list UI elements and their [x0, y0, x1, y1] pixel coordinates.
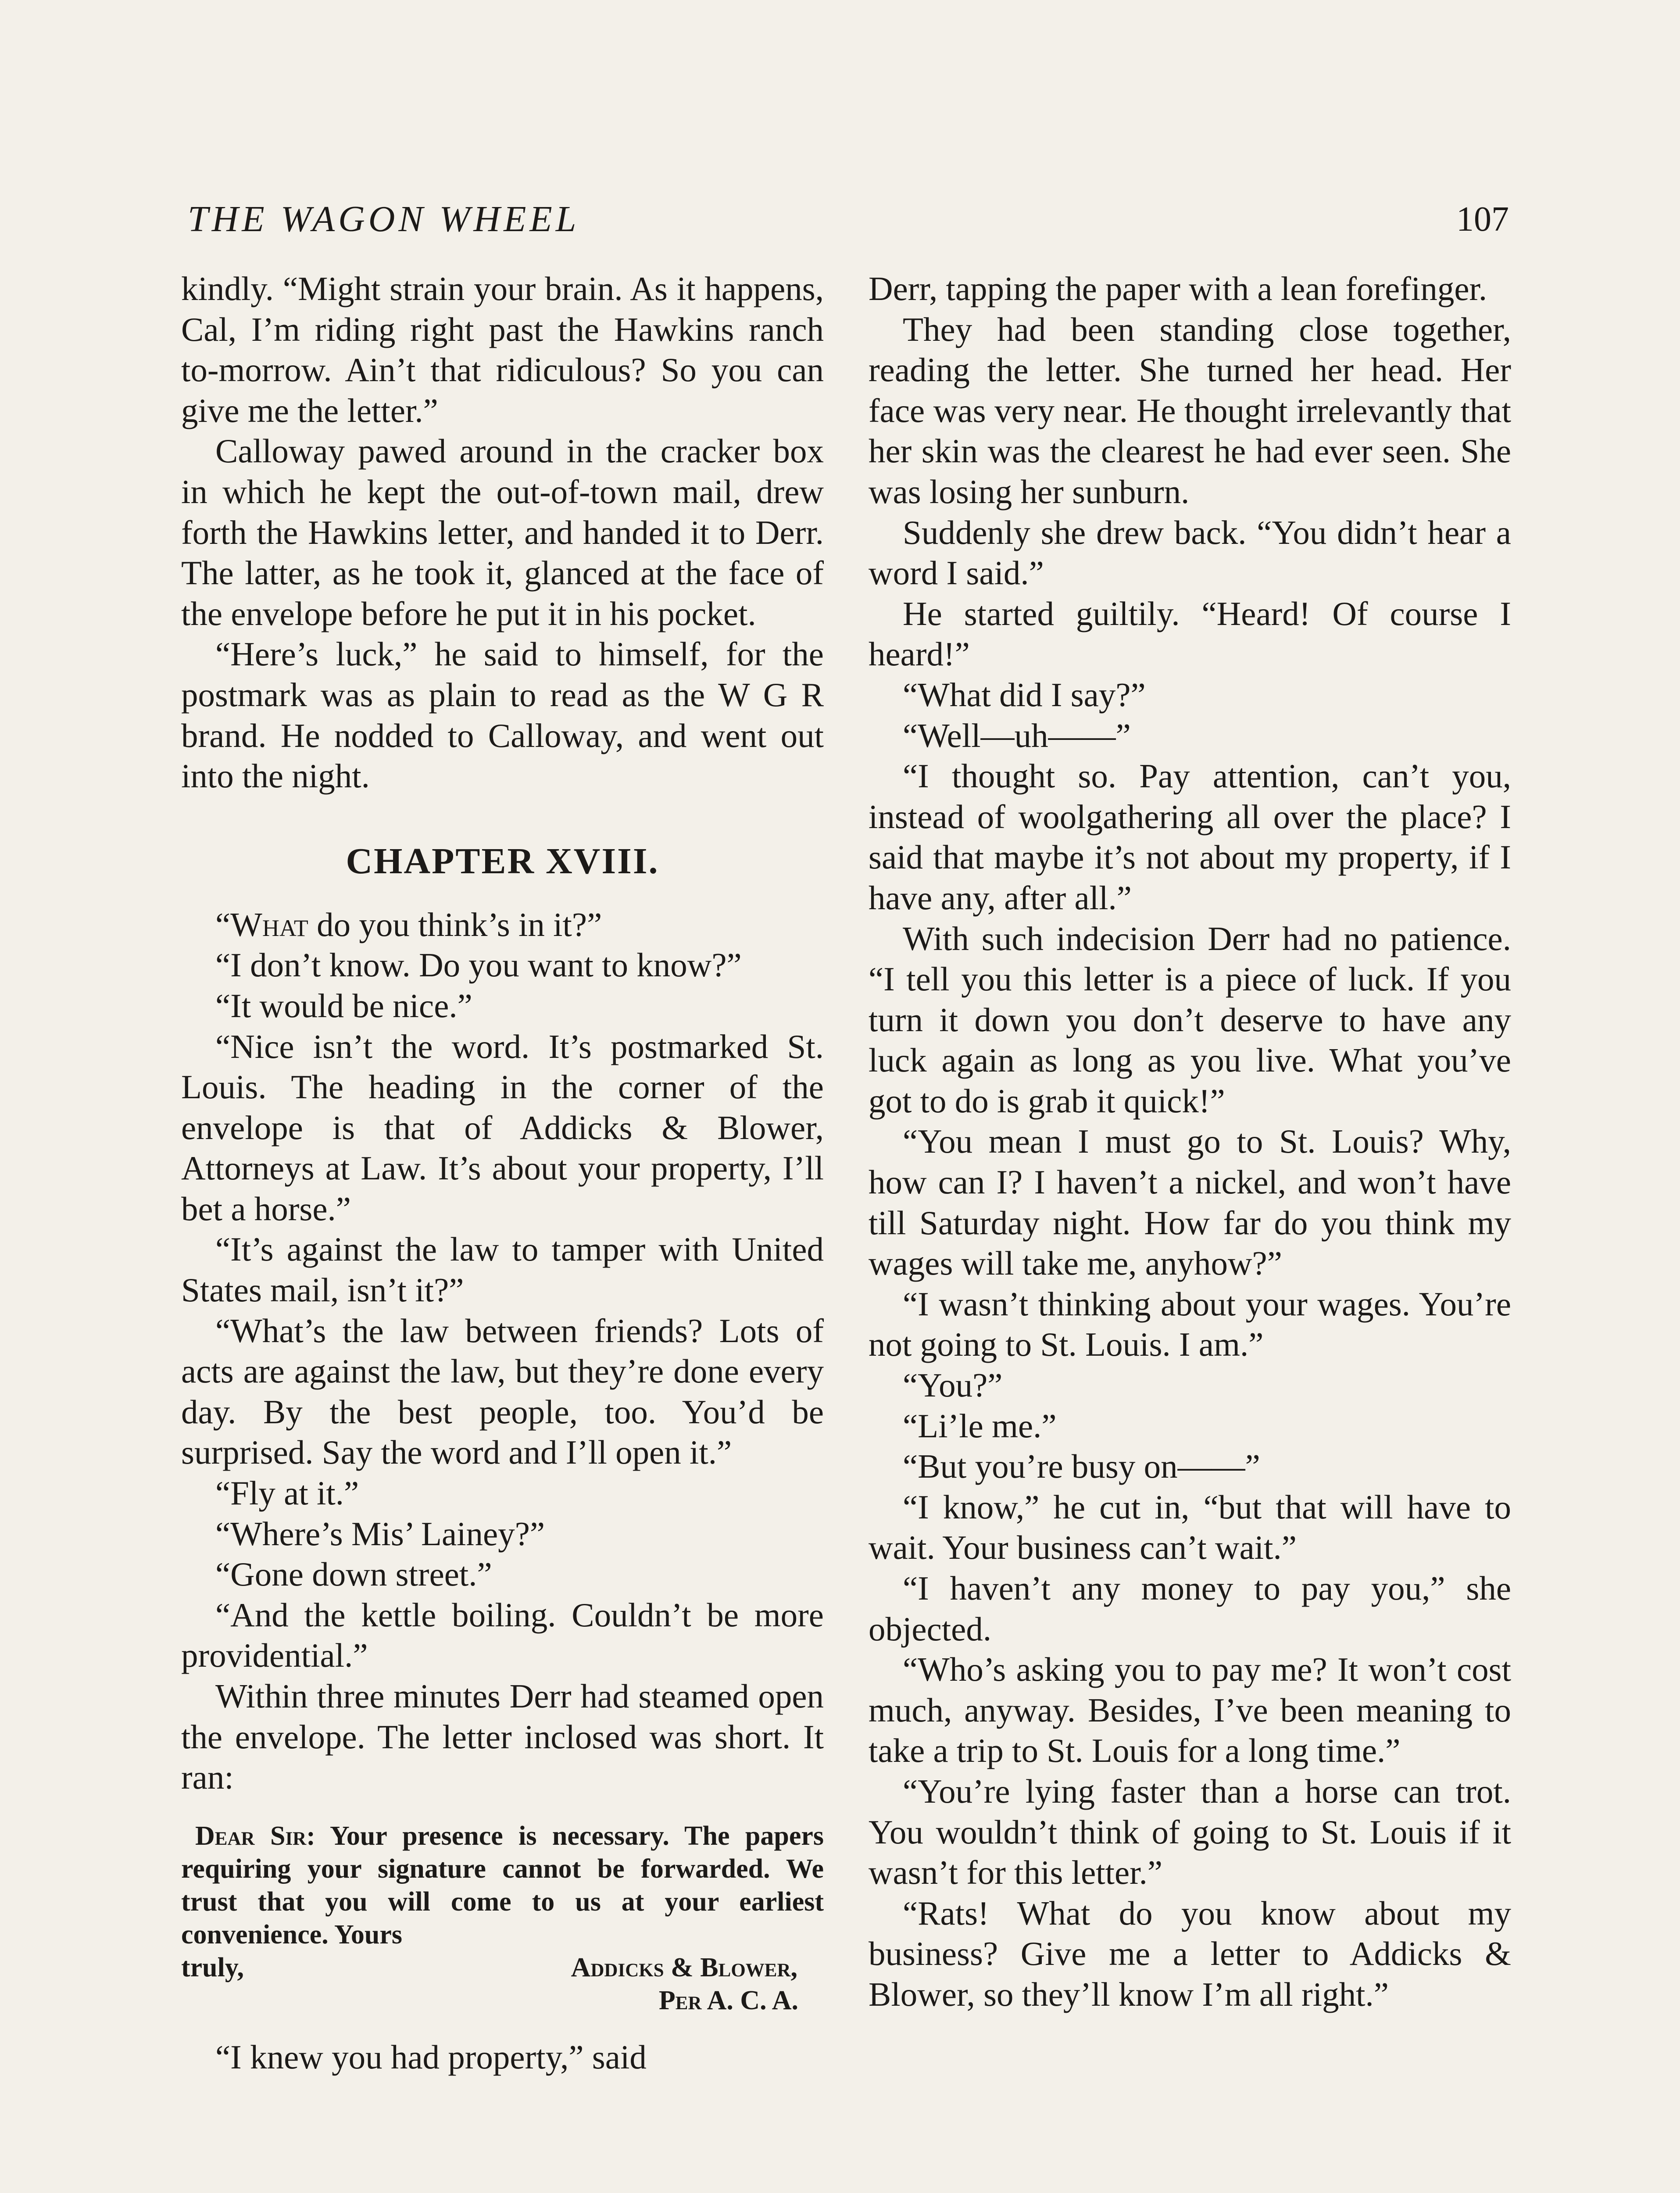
letter-body [181, 1820, 824, 1951]
paragraph: Within three minutes Derr had steamed open the envelope. The letter inclosed was short. It ran: [181, 1677, 824, 1797]
paragraph: “You’re lying faster than a horse can trot. You wouldn’t think of going to St. Louis if it wasn’t for this letter.” [869, 1772, 1511, 1892]
letter-per-line: Per A. C. A. [658, 1985, 798, 2015]
paragraph: “You mean I must go to St. Louis? Why, how can I? I haven’t a nickel, and won’t have till Saturday night. How far do you think my wages will take me, anyhow?” [869, 1122, 1511, 1282]
paragraph: Derr, tapping the paper with a lean forefinger. [869, 270, 1487, 307]
right-column [869, 268, 1511, 2015]
paragraph: “I don’t know. Do you want to know?” [215, 946, 742, 984]
paragraph: Suddenly she drew back. “You didn’t hear a word I said.” [869, 513, 1511, 592]
letter-closing: truly, [181, 1952, 244, 1982]
chapter-heading: CHAPTER XVIII. [346, 840, 659, 882]
paragraph-text: do you think’s in it?” [308, 905, 602, 943]
paragraph: “What’s the law between friends? Lots of acts are against the law, but they’re done every day. By the best people, too. You’d be surprised. Say the word and I’ll open it.” [181, 1311, 824, 1472]
paragraph: “It’s against the law to tamper with United States mail, isn’t it?” [181, 1230, 824, 1309]
paragraph: “It would be nice.” [215, 986, 472, 1025]
paragraph [181, 904, 824, 945]
paragraph: “I knew you had property,” said [215, 2038, 647, 2076]
paragraph: “What did I say?” [903, 675, 1146, 714]
paragraph: kindly. “Might strain your brain. As it happens, Cal, I’m riding right past the Hawkins ranch to-morrow. Ain’t that ridiculous? So you can give me the letter.” [181, 270, 824, 429]
paragraph: “Fly at it.” [215, 1474, 359, 1512]
page-number: 107 [1456, 200, 1509, 239]
paragraph: “I haven’t any money to pay you,” she objected. [869, 1569, 1511, 1648]
paragraph: Calloway pawed around in the cracker box in which he kept the out-of-town mail, drew forth the Hawkins letter, and handed it to Derr. The latter, as he took it, glanced at the face of the envelope before he put it in his pocket. [181, 432, 824, 632]
paragraph: “And the kettle boiling. Couldn’t be more providential.” [181, 1596, 824, 1675]
paragraph: “Well—uh——” [903, 716, 1131, 754]
quoted-letter [181, 1820, 824, 2017]
paragraph: “I wasn’t thinking about your wages. You’re not going to St. Louis. I am.” [869, 1285, 1511, 1364]
paragraph: “Rats! What do you know about my business? Give me a letter to Addicks & Blower, so they’ll know I’m all right.” [869, 1894, 1511, 2013]
paragraph: “Li’le me.” [903, 1407, 1057, 1445]
paragraph: They had been standing close together, reading the letter. She turned her head. Her face was very near. He thought irrelevantly that her skin was the clearest he had ever seen. She was losing her sunburn. [869, 310, 1511, 511]
paragraph: With such indecision Derr had no patience. “I tell you this letter is a piece of luck. If you turn it down you don’t deserve to have any luck again as long as you live. What you’ve got to do is grab it quick!” [869, 919, 1511, 1120]
left-column [181, 268, 824, 2077]
paragraph: “But you’re busy on——” [903, 1447, 1260, 1486]
paragraph: “Who’s asking you to pay me? It won’t cost much, anyway. Besides, I’ve been meaning to take a trip to St. Louis for a long time.” [869, 1650, 1511, 1770]
paragraph: “Here’s luck,” he said to himself, for the postmark was as plain to read as the W G R brand. He nodded to Calloway, and went out into the night. [181, 635, 824, 795]
letter-closing-line [181, 1951, 824, 1984]
page-header [188, 193, 1509, 246]
paragraph: “Nice isn’t the word. It’s postmarked St. Louis. The heading in the corner of the envelope is that of Addicks & Blower, Attorneys at Law. It’s about your property, I’ll bet a horse.” [181, 1027, 824, 1228]
letter-text: : Your presence is necessary. The papers requiring your signature cannot be forwarded. We trust that you will come to us at your earliest convenience. Yours [181, 1821, 824, 1950]
paragraph: “I thought so. Pay attention, can’t you, instead of woolgathering all over the place? I said that maybe it’s not about my property, if I have any, after all.” [869, 757, 1511, 917]
paragraph: “Gone down street.” [215, 1555, 492, 1593]
letter-salutation: Dear Sir [195, 1821, 307, 1851]
paragraph: “You?” [903, 1366, 1003, 1404]
paragraph: He started guiltily. “Heard! Of course I heard!” [869, 594, 1511, 673]
paragraph: “I know,” he cut in, “but that will have to wait. Your business can’t wait.” [869, 1488, 1511, 1567]
paragraph: “Where’s Mis’ Lainey?” [215, 1514, 545, 1553]
running-title: THE WAGON WHEEL [188, 199, 580, 239]
chapter-opening-word: “What [215, 905, 308, 943]
letter-signature: Addicks & Blower, [571, 1952, 797, 1982]
